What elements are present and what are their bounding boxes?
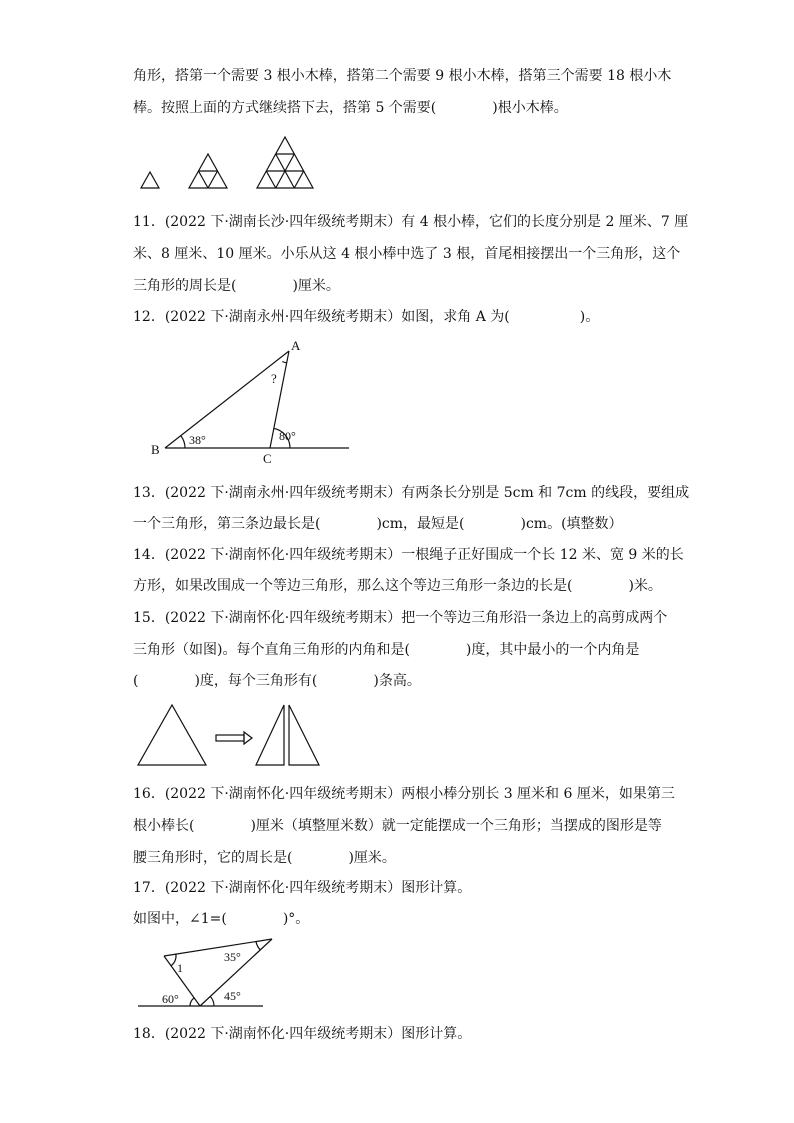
q15-text-line1: 15．(2022 下·湖南怀化·四年级统考期末）把一个等边三角形沿一条边上的高剪成两个	[133, 610, 668, 626]
q15-cut-triangle-figure	[136, 703, 326, 769]
triangle-3	[257, 137, 313, 188]
q10-text-line1: 角形，搭第一个需要 3 根小木棒，搭第二个需要 9 根小木棒，搭第三个需要 18 根小木	[133, 68, 672, 84]
label-question: ?	[271, 371, 277, 386]
angle-35-label: 35°	[224, 950, 241, 964]
q16-text-line1: 16．(2022 下·湖南怀化·四年级统考期末）两根小棒分别长 3 厘米和 6 厘米，如果第三	[133, 786, 675, 802]
q14-text-line1: 14．(2022 下·湖南怀化·四年级统考期末）一根绳子正好围成一个长 12 米、宽 9 米的长	[133, 547, 684, 563]
right-triangle-left	[256, 705, 284, 765]
q16-text-line2: 根小棒长( )厘米（填整厘米数）就一定能摆成一个三角形；当摆成的图形是等	[133, 818, 662, 834]
angle-45-label: 45°	[224, 989, 241, 1003]
q17-text-line2: 如图中，∠1=( )°。	[133, 911, 310, 927]
angle-1-arc	[171, 954, 176, 966]
angle-c-label: 80°	[279, 429, 296, 443]
q17-triangle-figure	[136, 934, 276, 1012]
triangle-2	[189, 154, 227, 188]
angle-a-arc	[282, 362, 286, 363]
q18-text-line1: 18．(2022 下·湖南怀化·四年级统考期末）图形计算。	[133, 1026, 472, 1042]
angle-b-arc	[181, 436, 185, 448]
angle-b-label: 38°	[189, 433, 206, 447]
angle-1-label: 1	[177, 961, 183, 975]
angle-60-label: 60°	[162, 992, 179, 1006]
q15-text-line2: 三角形（如图)。每个直角三角形的内角和是( )度，其中最小的一个内角是	[133, 642, 640, 658]
q12-triangle-figure	[145, 335, 360, 465]
side-ba	[165, 351, 289, 448]
label-a: A	[291, 338, 301, 353]
triangle-1	[141, 172, 159, 188]
q10-text-line2: 棒。按照上面的方式继续搭下去，搭第 5 个需要( )根小木棒。	[133, 100, 568, 116]
angle-35-arc	[256, 942, 260, 950]
q15-text-line3: ( )度，每个三角形有( )条高。	[133, 673, 421, 689]
q12-text-line1: 12．(2022 下·湖南永州·四年级统考期末）如图，求角 A 为( )。	[133, 309, 600, 325]
angle-45-arc	[210, 996, 214, 1006]
q10-triangle-pattern-figure	[138, 136, 318, 192]
angle-60-arc	[190, 998, 194, 1006]
right-triangle-right	[289, 705, 319, 765]
q17-text-line1: 17．(2022 下·湖南怀化·四年级统考期末）图形计算。	[133, 880, 472, 896]
equilateral-triangle	[138, 705, 206, 765]
q14-text-line2: 方形，如果改围成一个等边三角形，那么这个等边三角形一条边的长是( )米。	[133, 578, 662, 594]
label-b: B	[151, 442, 160, 457]
q13-text-line1: 13．(2022 下·湖南永州·四年级统考期末）有两条长分别是 5cm 和 7cm 的线段，要组成	[133, 485, 690, 501]
q13-text-line2: 一个三角形，第三条边最长是( )cm，最短是( )cm。(填整数）	[133, 516, 623, 532]
q11-text-line2: 米、8 厘米、10 厘米。小乐从这 4 根小棒中选了 3 根，首尾相接摆出一个三角形，这个	[133, 246, 681, 262]
q11-text-line1: 11．(2022 下·湖南长沙·四年级统考期末）有 4 根小棒，它们的长度分别是 2 厘米、7 厘	[133, 214, 689, 230]
arrow-icon	[216, 732, 252, 744]
label-c: C	[263, 451, 272, 466]
q11-text-line3: 三角形的周长是( )厘米。	[133, 278, 340, 294]
q16-text-line3: 腰三角形时，它的周长是( )厘米。	[133, 850, 396, 866]
